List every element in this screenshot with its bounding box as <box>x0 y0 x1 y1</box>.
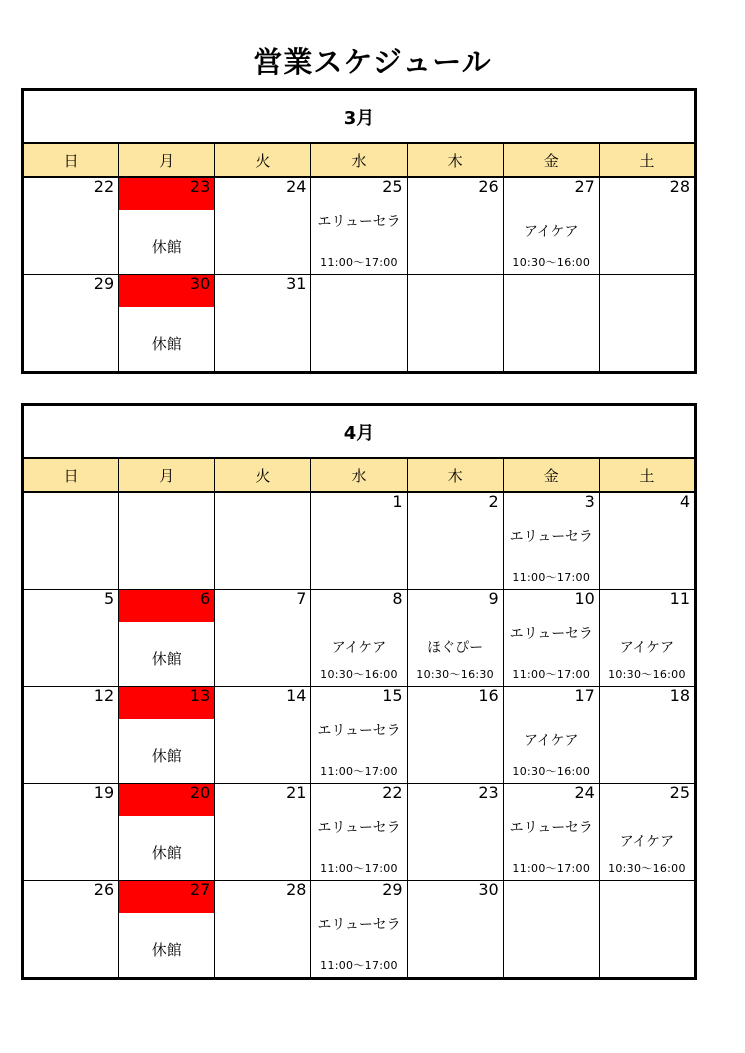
day-number: 14 <box>286 686 307 705</box>
closed-label: 休館 <box>151 844 182 862</box>
calendar-april <box>21 403 697 980</box>
closed-label: 休館 <box>151 335 182 353</box>
day-number: 30 <box>478 880 499 899</box>
day-number: 1 <box>392 492 403 511</box>
day-cell <box>23 275 119 373</box>
weekday-header: 火 <box>215 143 311 177</box>
day-cell <box>215 687 311 784</box>
day-cell <box>503 687 599 784</box>
event-time: 10:30～16:00 <box>512 765 591 778</box>
day-number: 29 <box>382 880 403 899</box>
day-cell <box>23 492 119 590</box>
event-time: 10:30～16:00 <box>512 256 591 269</box>
weekday-header: 水 <box>311 143 407 177</box>
event-name: ほぐぴー <box>427 640 484 656</box>
day-cell <box>119 590 215 687</box>
day-number: 12 <box>93 686 115 705</box>
weekday-header: 土 <box>599 143 695 177</box>
event-name: エリューセラ <box>317 214 401 230</box>
week-row <box>23 177 696 275</box>
day-cell <box>311 177 407 275</box>
day-number: 22 <box>382 783 403 802</box>
weekday-header: 月 <box>119 458 215 492</box>
day-cell <box>599 784 695 881</box>
day-number: 8 <box>392 589 403 608</box>
day-number: 25 <box>382 177 403 196</box>
event-name: エリューセラ <box>317 723 401 739</box>
event-name: エリューセラ <box>317 820 401 836</box>
day-cell <box>311 590 407 687</box>
day-number: 25 <box>669 783 690 802</box>
day-cell <box>119 492 215 590</box>
day-number: 15 <box>382 686 403 705</box>
weekday-header: 月 <box>119 143 215 177</box>
closed-label: 休館 <box>151 941 182 959</box>
day-number: 30 <box>189 274 211 293</box>
event-time: 10:30～16:00 <box>608 862 686 875</box>
day-cell <box>407 881 503 979</box>
day-cell <box>215 492 311 590</box>
day-cell <box>311 275 407 373</box>
day-cell <box>599 687 695 784</box>
weekday-header: 日 <box>23 143 119 177</box>
week-row <box>23 492 696 590</box>
event-name: アイケア <box>331 640 387 656</box>
day-cell <box>407 784 503 881</box>
day-cell <box>599 590 695 687</box>
day-cell <box>503 590 599 687</box>
weekday-header: 金 <box>503 458 599 492</box>
day-cell <box>311 687 407 784</box>
event-name: アイケア <box>619 834 675 850</box>
day-number: 6 <box>200 589 211 608</box>
event-time: 11:00～17:00 <box>320 959 398 972</box>
week-row <box>23 687 696 784</box>
day-cell <box>407 590 503 687</box>
day-number: 23 <box>189 177 211 196</box>
day-cell <box>311 784 407 881</box>
event-time: 10:30～16:00 <box>320 668 398 681</box>
day-number: 22 <box>93 177 115 196</box>
day-number: 11 <box>669 589 690 608</box>
week-row <box>23 881 696 979</box>
weekday-header: 水 <box>311 458 407 492</box>
day-cell <box>311 881 407 979</box>
weekday-header: 土 <box>599 458 695 492</box>
day-cell <box>599 881 695 979</box>
weekday-header: 火 <box>215 458 311 492</box>
weekday-header: 日 <box>23 458 119 492</box>
day-number: 4 <box>679 492 690 511</box>
day-cell <box>119 881 215 979</box>
day-cell <box>119 275 215 373</box>
day-cell <box>215 590 311 687</box>
day-cell <box>215 177 311 275</box>
day-cell <box>215 275 311 373</box>
day-cell <box>503 492 599 590</box>
month-header: 4月 <box>23 405 696 459</box>
day-cell <box>599 492 695 590</box>
day-cell <box>119 784 215 881</box>
weekday-header: 木 <box>407 143 503 177</box>
event-time: 10:30～16:00 <box>608 668 686 681</box>
day-number: 28 <box>669 177 690 196</box>
month-header: 3月 <box>23 90 696 144</box>
event-name: エリューセラ <box>509 529 593 545</box>
day-cell <box>599 275 695 373</box>
weekday-header: 木 <box>407 458 503 492</box>
day-cell <box>599 177 695 275</box>
event-name: アイケア <box>524 733 579 749</box>
event-name: アイケア <box>524 224 579 240</box>
day-number: 7 <box>296 589 307 608</box>
day-number: 29 <box>93 274 115 293</box>
day-cell <box>119 687 215 784</box>
day-cell <box>503 177 599 275</box>
closed-label: 休館 <box>151 747 182 765</box>
day-number: 27 <box>189 880 211 899</box>
day-cell <box>23 784 119 881</box>
weekday-header: 金 <box>503 143 599 177</box>
day-number: 9 <box>488 589 499 608</box>
week-row <box>23 275 696 373</box>
day-cell <box>23 177 119 275</box>
day-number: 27 <box>574 177 595 196</box>
event-time: 11:00～17:00 <box>512 862 591 875</box>
day-number: 19 <box>93 783 115 802</box>
day-number: 10 <box>574 589 595 608</box>
event-time: 11:00～17:00 <box>512 571 591 584</box>
day-number: 31 <box>286 274 307 293</box>
day-number: 18 <box>669 686 690 705</box>
day-cell <box>23 881 119 979</box>
day-cell <box>119 177 215 275</box>
day-number: 2 <box>488 492 499 511</box>
day-cell <box>23 590 119 687</box>
day-number: 26 <box>478 177 499 196</box>
event-name: エリューセラ <box>509 626 593 642</box>
day-number: 24 <box>574 783 595 802</box>
page-title: 営業スケジュール <box>253 45 492 79</box>
day-number: 17 <box>574 686 595 705</box>
event-time: 11:00～17:00 <box>320 862 398 875</box>
event-name: エリューセラ <box>317 917 401 933</box>
day-number: 24 <box>286 177 307 196</box>
day-cell <box>407 687 503 784</box>
day-cell <box>503 784 599 881</box>
day-number: 21 <box>286 783 307 802</box>
week-row <box>23 590 696 687</box>
day-number: 20 <box>189 783 211 802</box>
day-number: 23 <box>478 783 499 802</box>
event-name: アイケア <box>619 640 675 656</box>
event-time: 11:00～17:00 <box>512 668 591 681</box>
closed-label: 休館 <box>151 238 182 256</box>
day-number: 16 <box>478 686 499 705</box>
day-cell <box>407 492 503 590</box>
day-cell <box>407 177 503 275</box>
day-cell <box>215 784 311 881</box>
day-cell <box>407 275 503 373</box>
calendar-march <box>21 88 697 374</box>
week-row <box>23 784 696 881</box>
day-cell <box>311 492 407 590</box>
closed-label: 休館 <box>151 650 182 668</box>
event-time: 11:00～17:00 <box>320 256 398 269</box>
day-cell <box>503 881 599 979</box>
day-cell <box>215 881 311 979</box>
event-time: 11:00～17:00 <box>320 765 398 778</box>
day-number: 13 <box>189 686 211 705</box>
day-cell <box>503 275 599 373</box>
day-number: 3 <box>584 492 595 511</box>
day-cell <box>23 687 119 784</box>
day-number: 26 <box>93 880 115 899</box>
event-time: 10:30～16:30 <box>416 668 494 681</box>
day-number: 5 <box>103 589 115 608</box>
day-number: 28 <box>286 880 307 899</box>
event-name: エリューセラ <box>509 820 593 836</box>
